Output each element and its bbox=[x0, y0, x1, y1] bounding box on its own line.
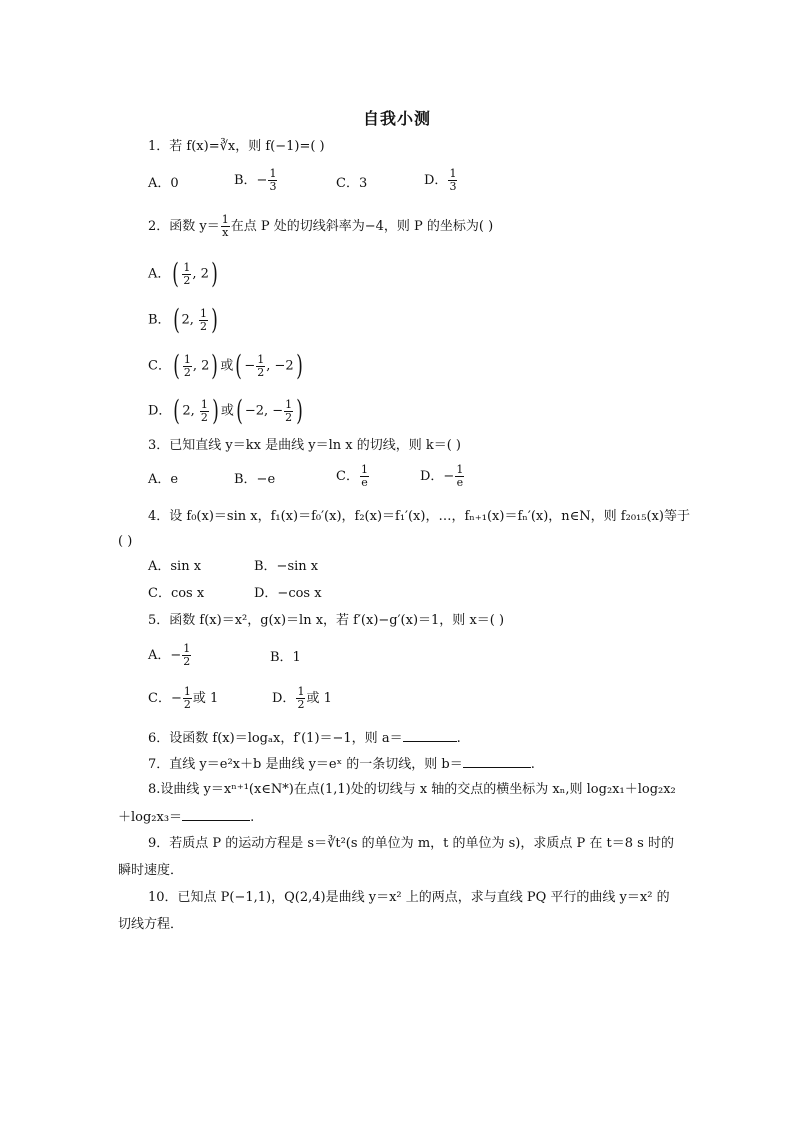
q4-option-c: C．cos x bbox=[148, 586, 205, 601]
q4-option-a: A．sin x bbox=[148, 559, 202, 574]
q1-option-a: A．0 bbox=[148, 176, 179, 191]
question-9-stem-cont: 瞬时速度． bbox=[118, 863, 184, 878]
q4-option-d: D．−cos x bbox=[254, 586, 322, 601]
question-2-stem: 2．函数 y＝ $\frac{1}{x}$ 在点 P 处的切线斜率为−4，则 P 的坐标为( ) bbox=[148, 213, 494, 239]
question-4-stem: 4．设 f₀(x)＝sin x，f₁(x)＝f₀′(x)，f₂(x)＝f₁′(x)，…，fₙ₊₁(x)＝fₙ′(x)，n∈N，则 f₂₀₁₅(x)等于 bbox=[148, 509, 690, 524]
question-4-stem-cont: ( ) bbox=[118, 534, 133, 549]
question-8-stem: 8.设曲线 y＝xⁿ⁺¹(x∈N*)在点(1,1)处的切线与 x 轴的交点的横坐标为 xₙ,则 log₂x₁＋log₂x₂ bbox=[148, 782, 676, 797]
q3-option-c: C． $\frac{1}{e}$ bbox=[336, 463, 368, 489]
page-title: 自我小测 bbox=[362, 109, 431, 128]
question-9-stem: 9．若质点 P 的运动方程是 s＝∛t²(s 的单位为 m，t 的单位为 s)，求质点 P 在 t＝8 s 时的 bbox=[148, 836, 674, 851]
question-7-stem: 7．直线 y＝e²x＋b 是曲线 y＝eˣ 的一条切线，则 b＝ . bbox=[148, 753, 535, 775]
q1-option-c: C．3 bbox=[336, 176, 368, 191]
question-3-stem: 3．已知直线 y＝kx 是曲线 y＝ln x 的切线，则 k＝( ) bbox=[148, 438, 461, 453]
question-1-stem: 1．若 f(x)=∛x，则 f(−1)=( ) bbox=[148, 139, 325, 154]
q5-option-b: B．1 bbox=[270, 650, 301, 665]
q5-option-c: C．− $\frac{1}{2}$ 或 1 bbox=[148, 685, 219, 711]
question-8-stem-cont: ＋log₂x₃＝ . bbox=[118, 806, 254, 828]
question-10-stem-cont: 切线方程． bbox=[118, 917, 184, 932]
q5-option-a: A．− $\frac{1}{2}$ bbox=[148, 642, 191, 668]
q2-option-a: A．( $\frac{1}{2}$ , 2) bbox=[148, 257, 218, 290]
q3-option-a: A．e bbox=[148, 472, 179, 487]
q2-option-d: D．( 2, $\frac{1}{2}$ ) 或( −2, − $\frac{1}{2}$ ) bbox=[148, 394, 303, 427]
q1-option-d: D． $\frac{1}{3}$ bbox=[424, 167, 457, 193]
question-10-stem: 10．已知点 P(−1,1)，Q(2,4)是曲线 y＝x² 上的两点，求与直线 PQ 平行的曲线 y＝x² 的 bbox=[148, 890, 670, 905]
q3-option-d: D．− $\frac{1}{e}$ bbox=[420, 463, 464, 489]
answer-blank[interactable] bbox=[182, 806, 250, 821]
q3-option-b: B．−e bbox=[234, 472, 276, 487]
q5-option-d: D． $\frac{1}{2}$ 或 1 bbox=[272, 685, 332, 711]
question-5-stem: 5．函数 f(x)＝x²，g(x)＝ln x，若 f′(x)−g′(x)＝1，则 x＝( ) bbox=[148, 613, 505, 628]
question-6-stem: 6．设函数 f(x)＝logₐx，f′(1)＝−1，则 a＝ . bbox=[148, 727, 461, 749]
q4-option-b: B．−sin x bbox=[254, 559, 319, 574]
answer-blank[interactable] bbox=[403, 727, 457, 742]
answer-blank[interactable] bbox=[463, 753, 531, 768]
q1-option-b: B．− $\frac{1}{3}$ bbox=[234, 167, 277, 193]
q2-option-b: B．( 2, $\frac{1}{2}$ ) bbox=[148, 303, 218, 336]
q2-option-c: C．( $\frac{1}{2}$ , 2) 或( − $\frac{1}{2}$ , −2) bbox=[148, 349, 303, 382]
